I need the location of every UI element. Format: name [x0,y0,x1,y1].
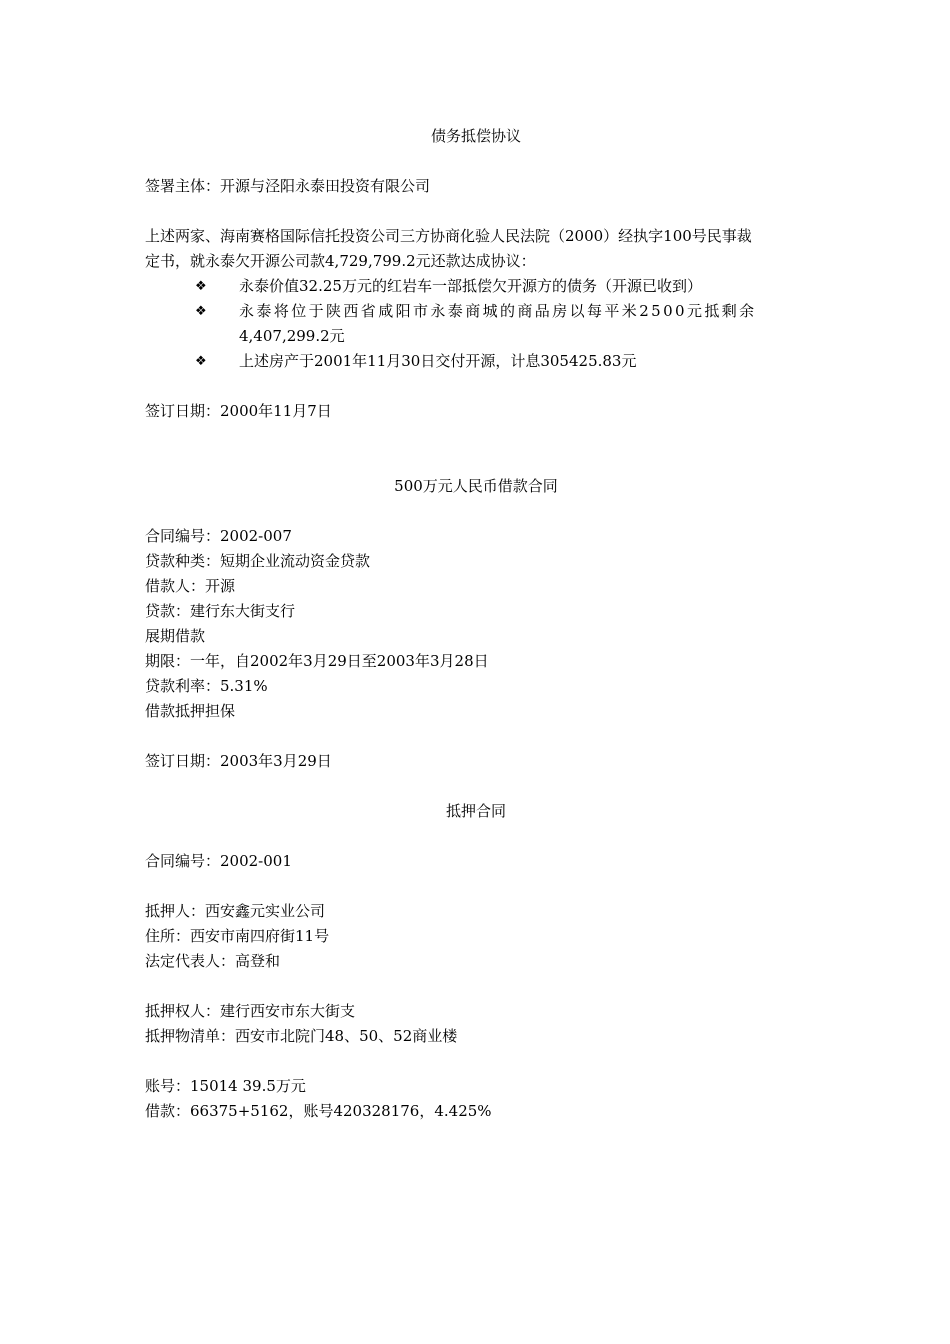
spacer [145,374,807,399]
spacer [145,199,807,224]
section1-intro-line2: 定书，就永泰欠开源公司款4,729,799.2元还款达成协议： [145,252,536,270]
section2-lender: 贷款：建行东大街支行 [145,602,296,620]
section2-extension: 展期借款 [145,627,206,645]
section3-contract-no: 合同编号：2002-001 [145,852,292,870]
section3-mortgagee: 抵押权人：建行西安市东大街支 [145,1002,356,1020]
section1-intro-line1: 上述两家、海南赛格国际信托投资公司三方协商化验人民法院（2000）经执字100号民事裁 [145,227,752,245]
section2-term: 期限：一年，自2002年3月29日至2003年3月28日 [145,652,489,670]
section3-title: 抵押合同 [445,802,506,820]
spacer [145,449,807,474]
section3-collateral: 抵押物清单：西安市北院门48、50、52商业楼 [145,1027,458,1045]
section3-loan: 借款：66375+5162，账号420328176，4.425% [145,1102,492,1120]
spacer [145,1049,807,1074]
spacer [145,724,807,749]
spacer [145,499,807,524]
section3-legal-rep: 法定代表人：高登和 [145,952,281,970]
section2-borrower: 借款人：开源 [145,577,236,595]
bullet-text-line2: 4,407,299.2元 [239,327,345,345]
spacer [145,424,807,449]
section1-bullet-1 [145,274,807,299]
spacer [145,874,807,899]
section3-account: 账号：15014 39.5万元 [145,1077,306,1095]
diamond-bullet-icon: ❖ [195,279,207,294]
section2-interest-rate: 贷款利率：5.31% [145,677,268,695]
spacer [145,774,807,799]
section2-loan-type: 贷款种类：短期企业流动资金贷款 [145,552,371,570]
section2-guarantee: 借款抵押担保 [145,702,236,720]
section1-signing-date: 签订日期：2000年11月7日 [145,402,332,420]
section1-bullet-3 [145,349,807,374]
bullet-text: 永泰价值32.25万元的红岩车一部抵偿欠开源方的债务（开源已收到） [239,277,702,295]
section2-contract-no: 合同编号：2002-007 [145,527,292,545]
spacer [145,824,807,849]
section2-signing-date: 签订日期：2003年3月29日 [145,752,332,770]
document-body [145,124,807,1124]
section3-address: 住所：西安市南四府街11号 [145,927,330,945]
section1-bullet-2 [145,299,807,349]
bullet-text-line1: 永泰将位于陕西省咸阳市永泰商城的商品房以每平米2500元抵剩余 [239,302,757,320]
section1-title: 债务抵偿协议 [430,127,521,145]
section3-mortgagor: 抵押人：西安鑫元实业公司 [145,902,326,920]
diamond-bullet-icon: ❖ [195,304,207,319]
bullet-text: 上述房产于2001年11月30日交付开源，计息305425.83元 [239,352,637,370]
section1-signing-parties: 签署主体：开源与泾阳永泰田投资有限公司 [145,177,431,195]
section2-title: 500万元人民币借款合同 [394,477,558,495]
spacer [145,974,807,999]
spacer [145,149,807,174]
diamond-bullet-icon: ❖ [195,354,207,369]
